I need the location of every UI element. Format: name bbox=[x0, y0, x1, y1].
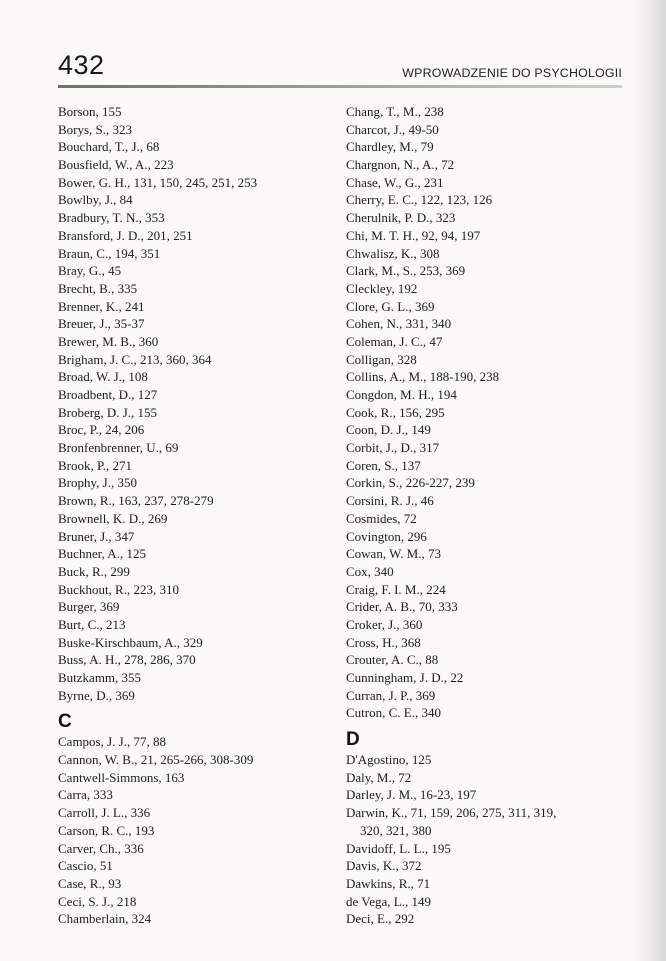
index-entry: Brownell, K. D., 269 bbox=[58, 510, 168, 526]
index-entry: Cunningham, J. D., 22 bbox=[346, 670, 464, 685]
index-entry: Butzkamm, 355 bbox=[58, 670, 142, 685]
index-entry: Cutron, C. E., 340 bbox=[346, 705, 441, 721]
index-entry: Clore, G. L., 369 bbox=[346, 298, 435, 314]
index-entry: Burt, C., 213 bbox=[58, 616, 126, 632]
index-entry: Cross, H., 368 bbox=[346, 634, 421, 650]
header-rule bbox=[58, 85, 622, 88]
index-entry: Bouchard, T., J., 68 bbox=[58, 139, 160, 155]
index-entry: Campos, J. J., 77, 88 bbox=[58, 734, 166, 750]
index-entry: de Vega, L., 149 bbox=[346, 893, 431, 909]
index-entry: Case, R., 93 bbox=[58, 875, 122, 891]
index-entry: Bronfenbrenner, U., 69 bbox=[58, 440, 179, 456]
index-entry: Craig, F. I. M., 224 bbox=[346, 581, 446, 597]
index-entry: Cohen, N., 331, 340 bbox=[346, 316, 452, 332]
index-entry: Dawkins, R., 71 bbox=[346, 875, 431, 891]
index-entry: Deci, E., 292 bbox=[346, 911, 415, 927]
index-entry: Cosmides, 72 bbox=[346, 510, 417, 526]
index-entry: Cox, 340 bbox=[346, 563, 394, 579]
index-entry: Davis, K., 372 bbox=[346, 858, 422, 874]
index-entry: Daly, M., 72 bbox=[346, 769, 412, 785]
index-entry: Brophy, J., 350 bbox=[58, 475, 137, 491]
index-entry: Borson, 155 bbox=[58, 104, 122, 119]
index-entry: Charcot, J., 49-50 bbox=[346, 121, 439, 137]
index-entry: Chi, M. T. H., 92, 94, 197 bbox=[346, 227, 481, 243]
index-entry: Davidoff, L. L., 195 bbox=[346, 840, 451, 856]
index-entry: Carroll, J. L., 336 bbox=[58, 805, 151, 821]
index-entry: Carra, 333 bbox=[58, 787, 113, 803]
index-entry: Broberg, D. J., 155 bbox=[58, 404, 158, 420]
index-entry: Brown, R., 163, 237, 278-279 bbox=[58, 493, 214, 509]
index-entry: Cascio, 51 bbox=[58, 858, 113, 874]
index-entry: Buck, R., 299 bbox=[58, 563, 130, 579]
index-entry: Clark, M., S., 253, 369 bbox=[346, 263, 466, 279]
index-entry: Brook, P., 271 bbox=[58, 457, 133, 473]
index-entry: Brecht, B., 335 bbox=[58, 280, 138, 296]
index-entry: Chase, W., G., 231 bbox=[346, 174, 444, 190]
index-entry: Croker, J., 360 bbox=[346, 616, 423, 632]
index-entry: Chang, T., M., 238 bbox=[346, 104, 444, 119]
index-entry: Coren, S., 137 bbox=[346, 457, 421, 473]
index-entry: Bradbury, T. N., 353 bbox=[58, 210, 165, 226]
index-entry: Darley, J. M., 16-23, 197 bbox=[346, 787, 477, 803]
index-entry: Chamberlain, 324 bbox=[58, 911, 152, 927]
index-entry: Buske-Kirschbaum, A., 329 bbox=[58, 634, 203, 650]
index-entry: Cannon, W. B., 21, 265-266, 308-309 bbox=[58, 752, 254, 768]
index-entry: Crider, A. B., 70, 333 bbox=[346, 599, 458, 615]
index-entry: Braun, C., 194, 351 bbox=[58, 245, 161, 261]
index-entry: Cantwell-Simmons, 163 bbox=[58, 769, 185, 785]
index-entry: Brenner, K., 241 bbox=[58, 298, 145, 314]
index-entry: Ceci, S. J., 218 bbox=[58, 893, 137, 909]
index-entry: Bray, G., 45 bbox=[58, 263, 122, 279]
index-entry: Buchner, A., 125 bbox=[58, 546, 146, 562]
index-group-b bbox=[58, 103, 328, 704]
index-entry: Cherulnik, P. D., 323 bbox=[346, 210, 456, 226]
index-entry: Chargnon, N., A., 72 bbox=[346, 157, 455, 173]
index-entry: Broad, W. J., 108 bbox=[58, 369, 148, 385]
index-entry: Curran, J. P., 369 bbox=[346, 687, 436, 703]
index-entry: Carver, Ch., 336 bbox=[58, 840, 144, 856]
index-entry: Bowlby, J., 84 bbox=[58, 192, 133, 208]
binding-shadow bbox=[632, 0, 666, 961]
index-entry: Corbit, J., D., 317 bbox=[346, 440, 440, 456]
section-letter-c: C bbox=[58, 711, 72, 733]
index-entry-darwin: Darwin, K., 71, 159, 206, 275, 311, 319, bbox=[346, 805, 557, 821]
index-entry: Brewer, M. B., 360 bbox=[58, 333, 159, 349]
index-entry: Bousfield, W., A., 223 bbox=[58, 157, 174, 173]
index-column-left bbox=[58, 103, 328, 928]
index-entry: Crouter, A. C., 88 bbox=[346, 652, 439, 668]
section-letter-d: D bbox=[346, 729, 360, 751]
index-entry: Cleckley, 192 bbox=[346, 280, 418, 296]
index-entry: Collins, A., M., 188-190, 238 bbox=[346, 369, 500, 385]
index-entry: Carson, R. C., 193 bbox=[58, 822, 155, 838]
index-entry-continuation: 320, 321, 380 bbox=[360, 822, 432, 838]
index-entry: Bransford, J. D., 201, 251 bbox=[58, 227, 193, 243]
index-entry: Breuer, J., 35-37 bbox=[58, 316, 145, 332]
index-entry: D'Agostino, 125 bbox=[346, 752, 432, 768]
index-entry: Corkin, S., 226-227, 239 bbox=[346, 475, 475, 491]
index-entry: Cherry, E. C., 122, 123, 126 bbox=[346, 192, 493, 208]
index-entry: Byrne, D., 369 bbox=[58, 687, 135, 703]
index-entry: Congdon, M. H., 194 bbox=[346, 387, 457, 402]
page-number: 432 bbox=[58, 50, 105, 80]
index-entry: Borys, S., 323 bbox=[58, 121, 133, 137]
index-entry: Bruner, J., 347 bbox=[58, 528, 135, 544]
index-entry: Chardley, M., 79 bbox=[346, 139, 434, 155]
index-entry: Burger, 369 bbox=[58, 599, 120, 615]
index-entry: Coleman, J. C., 47 bbox=[346, 333, 443, 349]
index-entry: Broc, P., 24, 206 bbox=[58, 422, 145, 438]
index-group-c-right bbox=[346, 103, 616, 722]
index-entry: Broadbent, D., 127 bbox=[58, 387, 158, 402]
index-entry: Chwalisz, K., 308 bbox=[346, 245, 440, 261]
index-entry: Coon, D. J., 149 bbox=[346, 422, 431, 438]
index-entry: Colligan, 328 bbox=[346, 351, 417, 367]
index-entry: Buss, A. H., 278, 286, 370 bbox=[58, 652, 196, 668]
index-group-c-left bbox=[58, 733, 328, 928]
running-header: WPROWADZENIE DO PSYCHOLOGII bbox=[402, 66, 622, 80]
index-column-right bbox=[346, 103, 616, 928]
index-entry: Cook, R., 156, 295 bbox=[346, 404, 445, 420]
index-entry: Cowan, W. M., 73 bbox=[346, 546, 441, 562]
index-entry: Corsini, R. J., 46 bbox=[346, 493, 434, 509]
index-entry: Bower, G. H., 131, 150, 245, 251, 253 bbox=[58, 174, 258, 190]
index-entry: Buckhout, R., 223, 310 bbox=[58, 581, 179, 597]
index-entry: Brigham, J. C., 213, 360, 364 bbox=[58, 351, 212, 367]
index-entry: Covington, 296 bbox=[346, 528, 427, 544]
index-group-d bbox=[346, 751, 616, 928]
